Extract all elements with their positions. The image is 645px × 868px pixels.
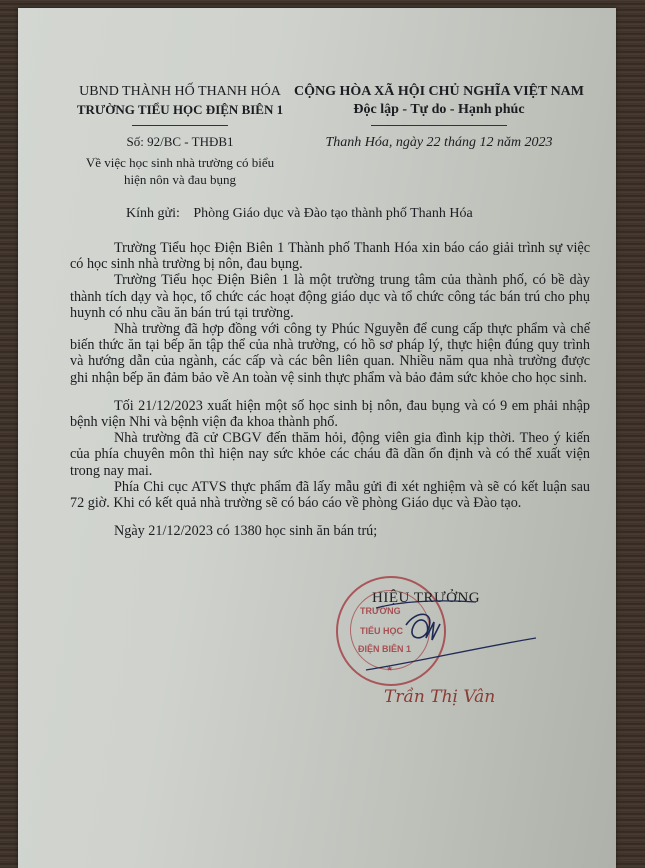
paragraph-food-supplier: Nhà trường đã hợp đồng với công ty Phúc Nguyễn để cung cấp thực phẩm và chế biến thức ăn tại bếp ăn tập thể của nhà trường, có hồ sơ pháp lý, thực hiện đúng quy trình và hướng dẫn của ngành, các cấp và các bên liên quan. Nhiều năm qua nhà trường được ghi nhận bếp ăn đảm bảo về An toàn vệ sinh thực phẩm và bảo đảm sức khỏe cho học sinh. xyxy=(70,321,590,386)
recipient-label: Kính gửi: xyxy=(126,206,180,221)
subject-line-1: Về việc học sinh nhà trường có biểu xyxy=(85,155,275,170)
paragraph-school-background: Trường Tiểu học Điện Biên 1 là một trường trung tâm của thành phố, có bề dày thành tích dạy và học, tổ chức các hoạt động giáo dục và tổ chức công tác bán trú cho phụ huynh có nhu cầu ăn bán trú tại trường. xyxy=(70,272,590,321)
paragraph-visit: Nhà trường đã cử CBGV đến thăm hỏi, động viên gia đình kịp thời. Theo ý kiến của phía chuyên môn thì hiện nay sức khỏe các cháu đã dần ổn định và có thể xuất viện trong nay mai. xyxy=(70,430,590,479)
header-right xyxy=(280,83,598,152)
national-motto: Độc lập - Tự do - Hạnh phúc xyxy=(353,102,525,117)
header-left-divider xyxy=(132,125,228,126)
seal-line-2: TIỂU HỌC xyxy=(360,626,404,636)
seal-line-3: ĐIỆN BIÊN 1 xyxy=(358,644,412,654)
paragraph-testing: Phía Chi cục ATVS thực phẩm đã lấy mẫu gửi đi xét nghiệm và sẽ có kết luận sau 72 giờ. Khi có kết quả nhà trường sẽ có báo cáo về phòng Giáo dục và Đào tạo. xyxy=(70,478,590,512)
document-body xyxy=(70,240,590,539)
paragraph-incident: Tối 21/12/2023 xuất hiện một số học sinh bị nôn, đau bụng và có 9 em phải nhập bệnh viện Nhi và bệnh viện đa khoa thành phố. xyxy=(70,397,590,431)
header-left xyxy=(60,83,300,188)
seal-line-1: TRƯỜNG xyxy=(360,606,401,616)
subject-line-2: hiện nôn và đau bụng xyxy=(124,172,236,187)
paragraph-intro: Trường Tiểu học Điện Biên 1 Thành phố Thanh Hóa xin báo cáo giải trình sự việc có học sinh nhà trường bị nôn, đau bụng. xyxy=(70,240,590,273)
signer-title: HIỆU TRƯỞNG xyxy=(372,590,481,606)
paragraph-meal-count: Ngày 21/12/2023 có 1380 học sinh ăn bán trú; xyxy=(114,523,378,540)
place-and-date: Thanh Hóa, ngày 22 tháng 12 năm 2023 xyxy=(325,135,553,150)
signature-block xyxy=(336,570,536,740)
seal-star-icon: ★ xyxy=(386,664,394,673)
header-right-divider xyxy=(371,125,507,126)
nation-title: CỘNG HÒA XÃ HỘI CHỦ NGHĨA VIỆT NAM xyxy=(293,84,584,99)
issuing-authority: UBND THÀNH HỐ THANH HÓA xyxy=(79,84,281,99)
school-name: TRƯỜNG TIỂU HỌC ĐIỆN BIÊN 1 xyxy=(76,102,284,117)
signer-name: Trần Thị Vân xyxy=(384,687,496,707)
handwritten-signature-icon xyxy=(336,570,536,680)
recipient-name: Phòng Giáo dục và Đào tạo thành phố Thanh Hóa xyxy=(193,206,473,221)
recipient xyxy=(126,206,473,222)
document-subject xyxy=(80,154,280,188)
document-number: Số: 92/BC - THĐB1 xyxy=(126,134,234,149)
document-page xyxy=(18,8,616,868)
